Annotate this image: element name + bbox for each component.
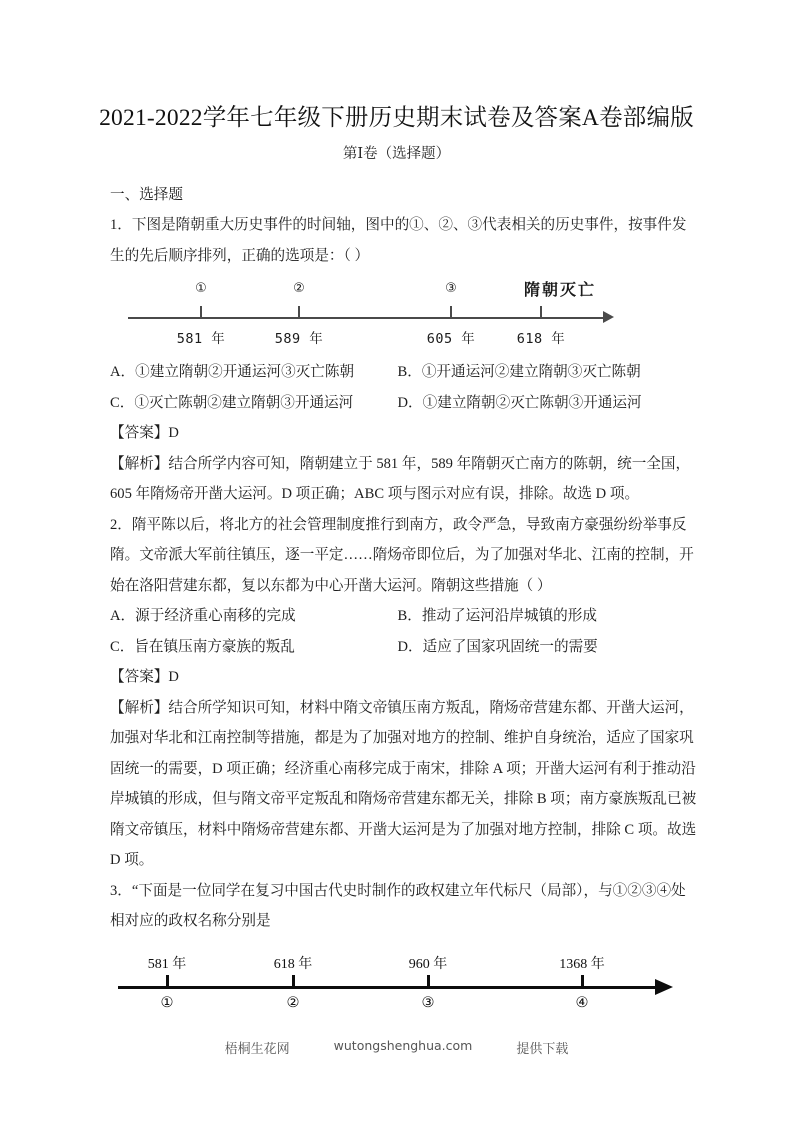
timeline-year-581: 581 年 <box>147 956 187 972</box>
timeline-diagram-dynasty-ruler <box>110 947 685 1023</box>
timeline-marker-3: ③ <box>445 281 457 296</box>
timeline-diagram-sui-dynasty <box>110 277 685 355</box>
timeline-tick <box>540 306 542 318</box>
timeline-year-1368: 1368 年 <box>559 956 605 972</box>
timeline-arrowhead <box>655 979 673 995</box>
timeline-year-581: 581 年 <box>176 331 226 347</box>
footer-action-text: 提供下载 <box>516 1041 569 1056</box>
timeline-year-618: 618 年 <box>273 956 313 972</box>
question-1-analysis-line-2: 605 年隋炀帝开凿大运河。D 项正确；ABC 项与图示对应有误，排除。故选 D 项。 <box>110 486 640 502</box>
footer-site-url: wutongshenghua.com <box>333 1038 473 1053</box>
timeline-marker-2: ② <box>286 994 300 1011</box>
footer-site-name: 梧桐生花网 <box>224 1041 290 1056</box>
question-1-answer: 【答案】D <box>110 425 179 441</box>
timeline-marker-2: ② <box>293 281 305 296</box>
timeline-year-618: 618 年 <box>516 331 566 347</box>
question-1-stem-line-1: 1．下图是隋朝重大历史事件的时间轴，图中的①、②、③代表相关的历史事件，按事件发 <box>110 217 687 233</box>
timeline-tick <box>427 975 430 986</box>
timeline-marker-1: ① <box>160 994 174 1011</box>
question-1-stem-line-2: 生的先后顺序排列，正确的选项是：（ ） <box>110 247 370 264</box>
page-subtitle: 第Ⅰ卷（选择题） <box>342 146 451 162</box>
question-2-analysis-line-5: 隋文帝镇压，材料中隋炀帝营建东都、开凿大运河是为了加强对地方控制，排除 C 项。故选 <box>110 821 697 838</box>
timeline-marker-3: ③ <box>421 994 435 1011</box>
document-body <box>110 180 697 1023</box>
timeline-marker-1: ① <box>195 281 207 296</box>
question-2-analysis-line-4: 岸城镇的形成，但与隋文帝平定叛乱和隋炀帝营建东都无关，排除 B 项；南方豪族叛乱已被 <box>110 791 697 807</box>
question-1-option-c[interactable]: C．①灭亡陈朝②建立隋朝③开通运河 <box>110 394 354 411</box>
timeline-tick <box>298 306 300 318</box>
question-2-analysis-line-1: 【解析】结合所学知识可知，材料中隋文帝镇压南方叛乱，隋炀帝营建东都、开凿大运河， <box>110 699 694 716</box>
question-1-option-b[interactable]: B．①开通运河②建立隋朝③灭亡陈朝 <box>397 364 641 380</box>
page-title: 2021-2022学年七年级下册历史期末试卷及答案A卷部编版 <box>99 105 694 131</box>
question-2-stem-line-1: 2．隋平陈以后，将北方的社会管理制度推行到南方，政令严急，导致南方豪强纷纷举事反 <box>110 516 687 533</box>
question-3-stem-line-1: 3．“下面是一位同学在复习中国古代史时制作的政权建立年代标尺（局部），与①②③④处 <box>110 882 686 899</box>
section-heading: 一、选择题 <box>110 187 183 203</box>
question-2-analysis-line-6: D 项。 <box>110 852 154 868</box>
timeline-axis <box>118 986 655 989</box>
question-1-option-d[interactable]: D．①建立隋朝②灭亡陈朝③开通运河 <box>397 394 642 411</box>
page-footer <box>0 1038 793 1057</box>
timeline-tick <box>450 306 452 318</box>
timeline-arrowhead <box>603 311 614 323</box>
question-1-options-row-1 <box>110 357 685 388</box>
timeline-marker-4: ④ <box>575 994 589 1011</box>
timeline-year-605: 605 年 <box>426 331 476 347</box>
question-3-stem-line-2: 相对应的政权名称分别是 <box>110 913 271 929</box>
question-2-option-d[interactable]: D．适应了国家巩固统一的需要 <box>397 638 598 655</box>
question-2-option-a[interactable]: A．源于经济重心南移的完成 <box>110 608 296 624</box>
question-2-options-row-2 <box>110 632 685 663</box>
timeline-tick <box>200 306 202 318</box>
question-2-answer: 【答案】D <box>110 669 179 685</box>
timeline-tick <box>581 975 584 986</box>
question-2-options-row-1 <box>110 601 685 632</box>
question-2-stem-line-3: 始在洛阳营建东都，复以东都为中心开凿大运河。隋朝这些措施（ ） <box>110 577 552 594</box>
question-2-option-b[interactable]: B．推动了运河沿岸城镇的形成 <box>397 608 597 624</box>
question-2-option-c[interactable]: C．旨在镇压南方豪族的叛乱 <box>110 638 295 655</box>
timeline-end-label: 隋朝灭亡 <box>523 280 597 299</box>
timeline-tick <box>166 975 169 986</box>
question-2-analysis-line-3: 固统一的需要，D 项正确；经济重心南移完成于南宋，排除 A 项；开凿大运河有利于推动沿 <box>110 760 696 777</box>
question-1-option-a[interactable]: A．①建立隋朝②开通运河③灭亡陈朝 <box>110 364 355 380</box>
question-2-stem-line-2: 隋。文帝派大军前往镇压，逐一平定……隋炀帝即位后，为了加强对华北、江南的控制，开 <box>110 547 694 563</box>
timeline-year-960: 960 年 <box>408 956 448 972</box>
question-2-analysis-line-2: 加强对华北和江南控制等措施，都是为了加强对地方的控制、维护自身统治，适应了国家巩 <box>110 730 694 746</box>
timeline-year-589: 589 年 <box>274 331 324 347</box>
question-1-analysis-line-1: 【解析】结合所学内容可知，隋朝建立于 581 年，589 年隋朝灭亡南方的陈朝，统一全国， <box>110 455 691 472</box>
question-1-options-row-2 <box>110 388 685 419</box>
timeline-tick <box>292 975 295 986</box>
